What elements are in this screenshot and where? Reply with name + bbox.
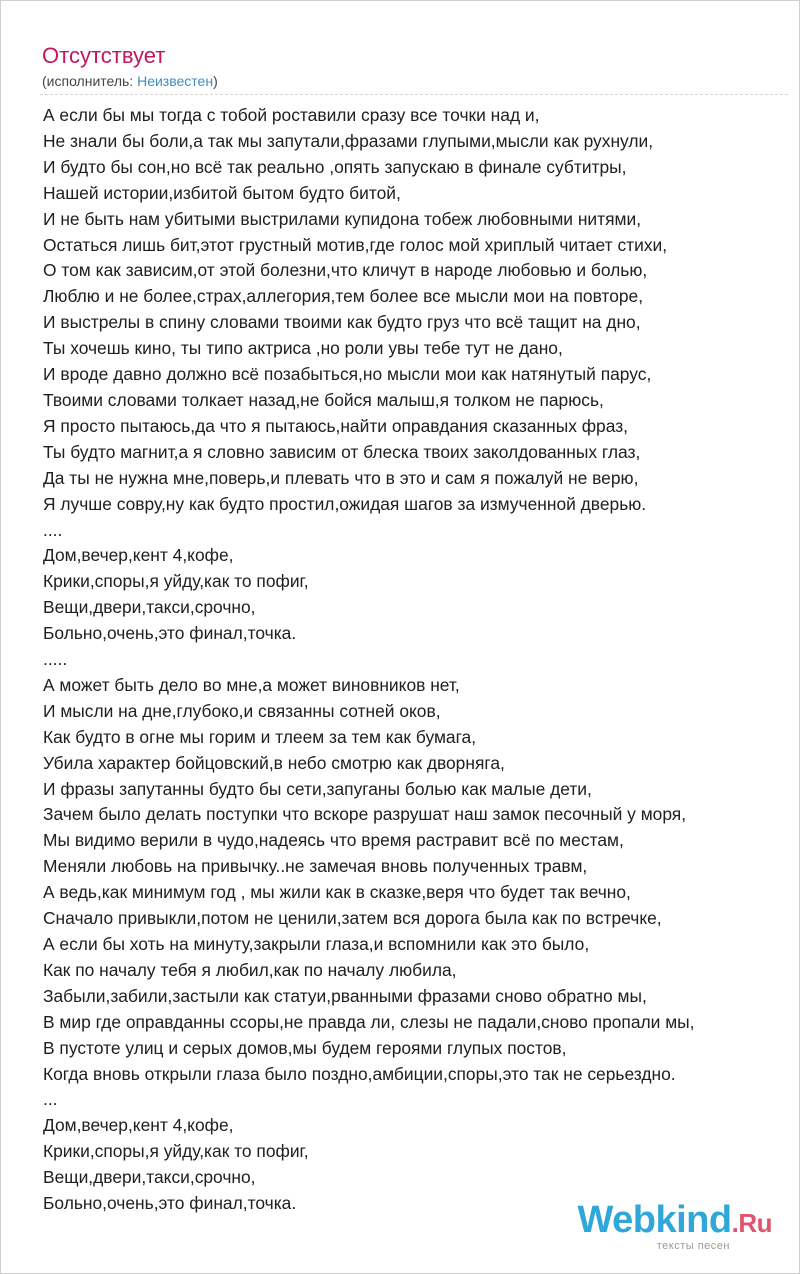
lyric-line: В пустоте улиц и серых домов,мы будем героями глупых постов,: [43, 1037, 567, 1058]
lyric-line: Меняли любовь на привычку..не замечая вновь полученных травм,: [43, 856, 588, 877]
lyric-line: Я лучше совру,ну как будто простил,ожидая шагов за измученной дверью.: [43, 493, 647, 514]
lyric-line: Крики,споры,я уйду,как то пофиг,: [43, 1141, 309, 1162]
lyric-line: А если бы мы тогда с тобой роставили сразу все точки над и,: [43, 105, 540, 125]
lyric-line: Зачем было делать поступки что вскоре разрушат наш замок песочный у моря,: [43, 804, 687, 825]
logo-tagline: тексты песен: [656, 1240, 730, 1252]
logo-main-text: Webkind: [577, 1199, 732, 1241]
lyric-line: И будто бы сон,но всё так реально ,опять запускаю в финале субтитры,: [43, 156, 627, 177]
lyric-line: Больно,очень,это финал,точка.: [43, 623, 297, 644]
lyric-line: А ведь,как минимум год , мы жили как в сказке,веря что будет так вечно,: [43, 882, 631, 903]
lyric-line: Крики,споры,я уйду,как то пофиг,: [43, 571, 309, 592]
artist-suffix: ): [213, 73, 218, 89]
lyric-line: Дом,вечер,кент 4,кофе,: [43, 545, 234, 566]
logo-suffix-text: .Ru: [731, 1208, 772, 1238]
lyric-line: Убила характер бойцовский,в небо смотрю как дворняга,: [43, 752, 505, 773]
lyric-line: И вроде давно должно всё позабыться,но мысли мои как натянутый парус,: [43, 364, 652, 385]
lyric-line: И не быть нам убитыми выстрилами купидона тобеж любовными нитями,: [43, 208, 642, 229]
site-logo[interactable]: [577, 1201, 772, 1252]
lyrics-body: [43, 103, 800, 1217]
lyric-line: А может быть дело во мне,а может виновников нет,: [43, 674, 460, 695]
lyric-line: .....: [43, 649, 68, 670]
lyric-line: Как будто в огне мы горим и тлеем за тем как бумага,: [43, 726, 477, 747]
lyric-line: Когда вновь открыли глаза было поздно,амбиции,споры,это так не серьездно.: [43, 1063, 676, 1084]
lyric-line: Сначало привыкли,потом не ценили,затем вся дорога была как по встречке,: [43, 908, 662, 929]
artist-prefix: (исполнитель:: [42, 73, 138, 89]
lyric-line: И выстрелы в спину словами твоими как будто груз что всё тащит на дно,: [43, 312, 641, 333]
artist-link[interactable]: Неизвестен: [137, 73, 214, 89]
lyric-line: Не знали бы боли,а так мы запутали,фразами глупыми,мысли как рухнули,: [43, 130, 654, 151]
lyric-line: Ты будто магнит,а я словно зависим от блеска твоих заколдованных глаз,: [43, 441, 641, 462]
lyric-line: Твоими словами толкает назад,не бойся малыш,я толком не парюсь,: [43, 389, 604, 410]
lyric-line: ....: [43, 519, 63, 540]
lyric-line: Вещи,двери,такси,срочно,: [43, 597, 256, 618]
lyric-line: Остаться лишь бит,этот грустный мотив,где голос мой хриплый читает стихи,: [43, 234, 668, 255]
lyric-line: И фразы запутанны будто бы сети,запуганы болью как малые дети,: [43, 778, 592, 799]
lyric-line: И мысли на дне,глубоко,и связанны сотней оков,: [43, 700, 441, 721]
artist-line: [42, 72, 218, 90]
lyric-line: Вещи,двери,такси,срочно,: [43, 1167, 256, 1188]
song-title: Отсутствует: [42, 43, 166, 68]
lyric-line: Дом,вечер,кент 4,кофе,: [43, 1115, 234, 1136]
lyric-line: В мир где оправданны ссоры,не правда ли, слезы не падали,сново пропали мы,: [43, 1011, 695, 1032]
lyric-line: О том как зависим,от этой болезни,что кличут в народе любовью и болью,: [43, 260, 648, 281]
logo-wordmark: [577, 1201, 772, 1242]
lyric-line: Да ты не нужна мне,поверь,и плевать что в это и сам я пожалуй не верю,: [43, 467, 639, 488]
lyric-line: А если бы хоть на минуту,закрыли глаза,и вспомнили как это было,: [43, 934, 590, 954]
lyric-line: Забыли,забили,застыли как статуи,рванными фразами сново обратно мы,: [43, 985, 647, 1006]
lyric-line: Мы видимо верили в чудо,надеясь что время растравит всё по местам,: [43, 830, 624, 851]
song-header: [42, 42, 218, 90]
lyric-line: Люблю и не более,страх,аллегория,тем более все мысли мои на повторе,: [43, 286, 644, 307]
lyric-line: Ты хочешь кино, ты типо актриса ,но роли увы тебе тут не дано,: [43, 338, 563, 359]
lyric-line: Больно,очень,это финал,точка.: [43, 1193, 297, 1214]
lyric-line: Нашей истории,избитой бытом будто битой,: [43, 182, 401, 203]
lyric-line: ...: [43, 1089, 58, 1110]
lyric-line: Я просто пытаюсь,да что я пытаюсь,найти оправдания сказанных фраз,: [43, 415, 628, 436]
header-divider: [40, 94, 788, 95]
lyric-line: Как по началу тебя я любил,как по началу любила,: [43, 959, 457, 980]
